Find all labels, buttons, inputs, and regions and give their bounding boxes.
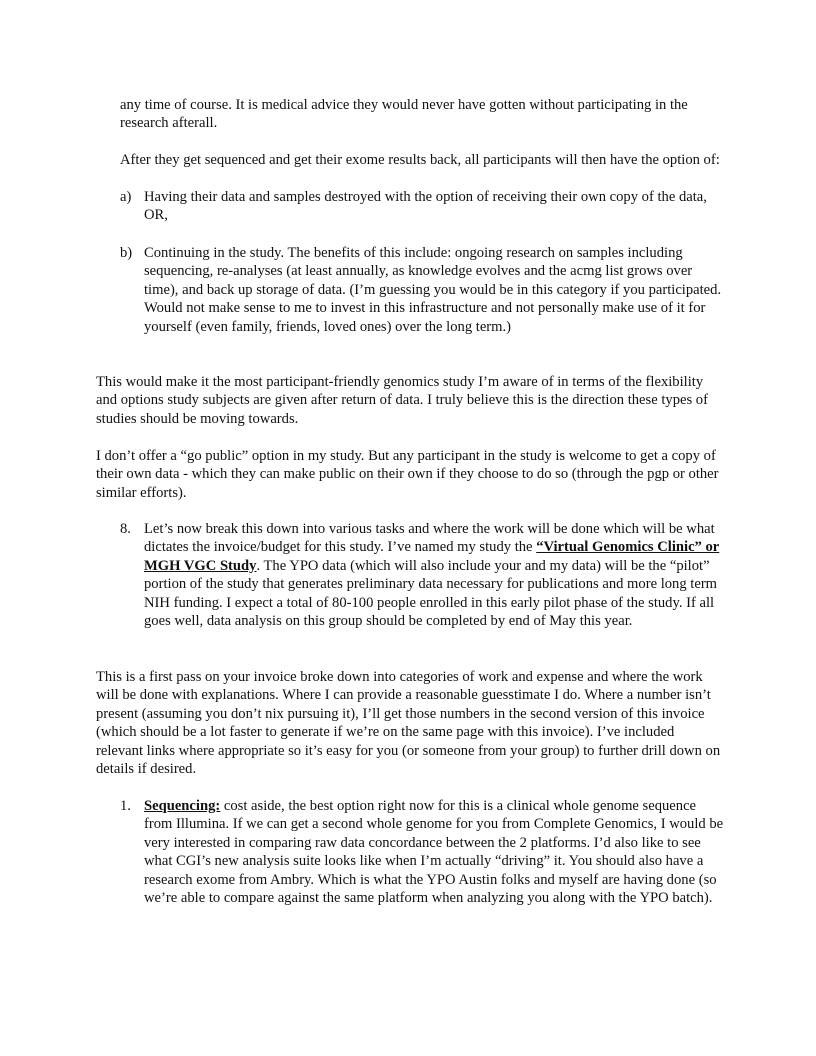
item-1-marker: 1. <box>120 798 131 814</box>
item-8-text-after: . The YPO data (which will also include your and my data) will be the “pilot” portion of the study that generates preliminary data necessary for publications and more long term NIH funding. I expect a total of 80-100 people enrolled in this early pilot phase of the study. If all goes well, data analysis on this group should be completed by end of May this year. <box>144 557 718 630</box>
paragraph-continuation: any time of course. It is medical advice they would never have gotten without participating in the research afterall. <box>120 97 688 132</box>
item-8-text-before: Let’s now break this down into various tasks and where the work will be done which will be what dictates the invoice/budget for this study. I’ve named my study the <box>144 521 715 556</box>
study-name: “Virtual Genomics Clinic” or MGH VGC Study <box>144 539 720 574</box>
paragraph-go-public: I don’t offer a “go public” option in my study. But any participant in the study is welcome to get a copy of their own data - which they can make public on their own if they choose to do so (through the pgp or other similar efforts). <box>96 448 719 501</box>
option-item-b <box>120 244 724 356</box>
sequencing-heading: Sequencing: <box>144 798 221 814</box>
option-item-a <box>120 188 724 228</box>
paragraph-invoice: This is a first pass on your invoice broke down into categories of work and expense and where the work will be done with explanations. Where I can provide a reasonable guesstimate I do. Where a number isn’t present (assuming you don’t nix pursuing it), I’ll get those numbers in the second version of this invoice (which should be a lot faster to generate if we’re on the same page with this invoice). I’ve included relevant links where appropriate so it’s easy for you (or someone from your group) to further drill down on details if desired. <box>96 669 721 778</box>
paragraph-participant-friendly: This would make it the most participant-friendly genomics study I’m aware of in terms of the flexibility and options study subjects are given after return of data. I truly believe this is the direction these types of studies should be moving towards. <box>96 374 708 427</box>
option-marker-a: a) <box>120 189 132 205</box>
item-1-body: cost aside, the best option right now for this is a clinical whole genome sequence from Illumina. If we can get a second whole genome for you from Complete Genomics, I would be very interested in comparing raw data concordance between the 2 platforms. I’d also like to see what CGI’s new analysis suite looks like when I’m actually “driving” it. You should also have a research exome from Ambry. Which is what the YPO Austin folks and myself are having done (so we’re able to compare against the same platform when analyzing you along with the YPO batch). <box>144 798 724 907</box>
option-marker-b: b) <box>120 245 133 261</box>
numbered-item-8 <box>120 520 724 650</box>
option-text-b: Continuing in the study. The benefits of this include: ongoing research on samples including sequencing, re-analyses (at least annually, as knowledge evolves and the acmg list grows over time), and back up storage of data. (I’m guessing you would be in this category if you participated. Would not make sense to me to invest in this infrastructure and not personally make use of it for yourself (even family, friends, loved ones) over the long term.) <box>144 245 722 335</box>
item-8-marker: 8. <box>120 521 131 537</box>
item-8-text <box>144 520 724 630</box>
option-text-a: Having their data and samples destroyed with the option of receiving their own copy of the data, OR, <box>144 189 707 224</box>
numbered-item-1 <box>120 797 724 927</box>
paragraph-after-sequenced: After they get sequenced and get their exome results back, all participants will then have the option of: <box>120 152 720 168</box>
item-1-text <box>144 797 724 907</box>
